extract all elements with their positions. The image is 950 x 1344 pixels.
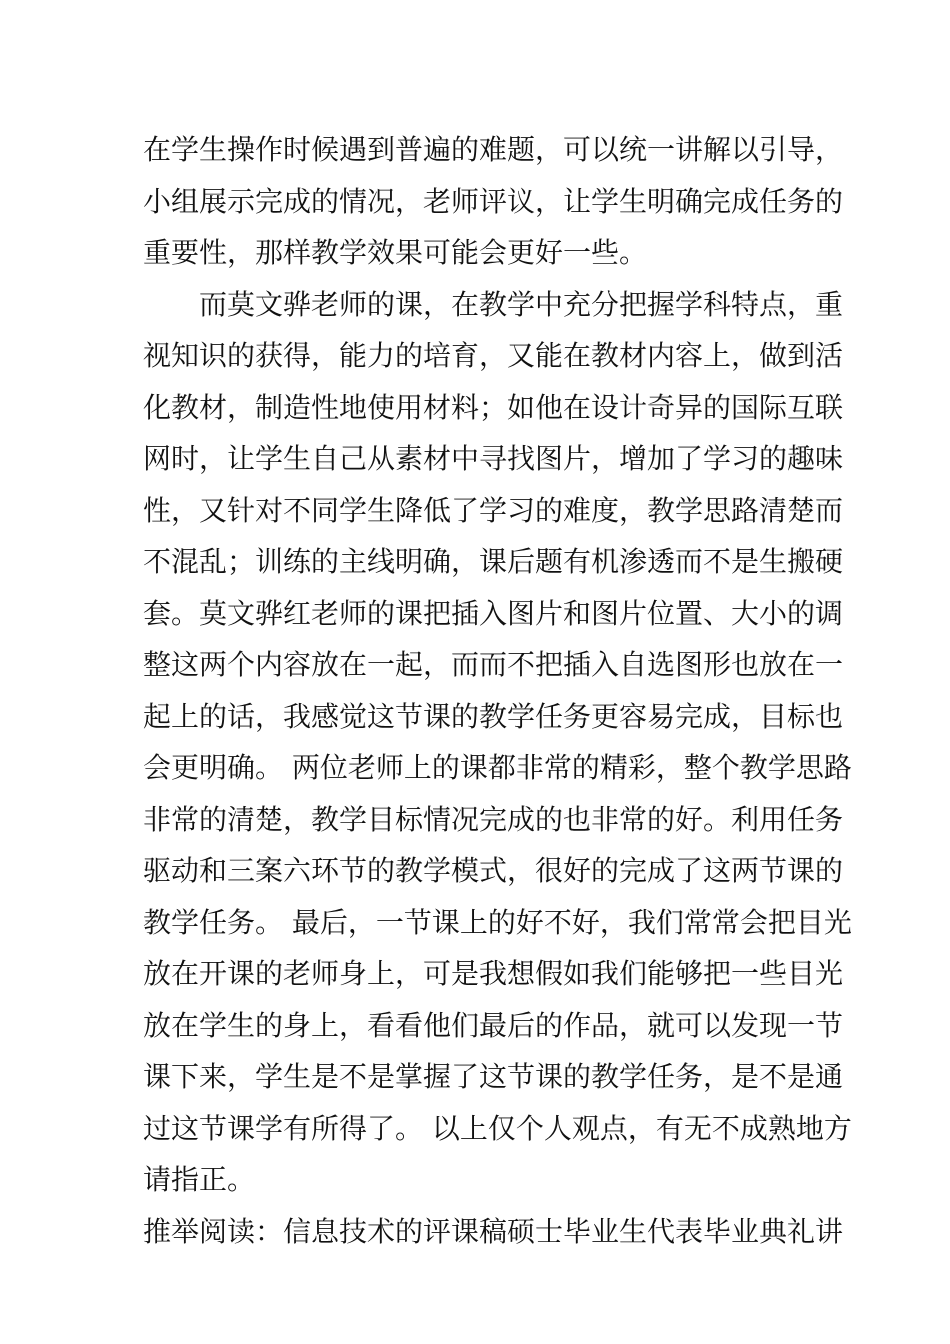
text-line: 视知识的获得，能力的培育，又能在教材内容上，做到活 (143, 339, 844, 372)
text-line: 放在学生的身上，看看他们最后的作品，就可以发现一节 (143, 1008, 844, 1042)
text-line: 套。莫文骅红老师的课把插入图片和图片位置、大小的调 (143, 596, 844, 630)
text-line: 非常的清楚，教学目标情况完成的也非常的好。利用任务 (143, 802, 844, 836)
text-line: 驱动和三案六环节的教学模式，很好的完成了这两节课的 (143, 854, 844, 887)
text-line: 课下来，学生是不是掌握了这节课的教学任务，是不是通 (143, 1060, 844, 1093)
paragraph-first-line: 而莫文骅老师的课，在教学中充分把握学科特点，重 (199, 287, 844, 321)
text-line: 整这两个内容放在一起，而而不把插入自选图形也放在一 (143, 648, 844, 681)
body-text (143, 124, 852, 1257)
text-line: 小组展示完成的情况，老师评议，让学生明确完成任务的 (143, 184, 844, 218)
text-line: 重要性，那样教学效果可能会更好一些。 (143, 236, 648, 269)
text-line: 化教材，制造性地使用材料；如他在设计奇异的国际互联 (143, 390, 844, 424)
text-line: 教学任务。 最后，一节课上的好不好，我们常常会把目光 (143, 905, 852, 939)
text-line: 过这节课学有所得了。 以上仅个人观点，有无不成熟地方 (143, 1111, 852, 1145)
recommended-reading-line: 推举阅读：信息技术的评课稿硕士毕业生代表毕业典礼讲 (143, 1214, 844, 1248)
text-line: 放在开课的老师身上，可是我想假如我们能够把一些目光 (143, 957, 844, 990)
text-line: 请指正。 (143, 1163, 256, 1196)
text-line: 网时，让学生自己从素材中寻找图片，增加了学习的趣味 (143, 442, 844, 475)
text-line: 不混乱；训练的主线明确，课后题有机渗透而不是生搬硬 (143, 545, 844, 578)
text-line: 会更明确。 两位老师上的课都非常的精彩，整个教学思路 (143, 751, 852, 784)
text-line: 起上的话，我感觉这节课的教学任务更容易完成，目标也 (143, 699, 844, 733)
text-line: 性，又针对不同学生降低了学习的难度，教学思路清楚而 (143, 493, 844, 527)
text-line: 在学生操作时候遇到普遍的难题，可以统一讲解以引导， (143, 133, 844, 166)
